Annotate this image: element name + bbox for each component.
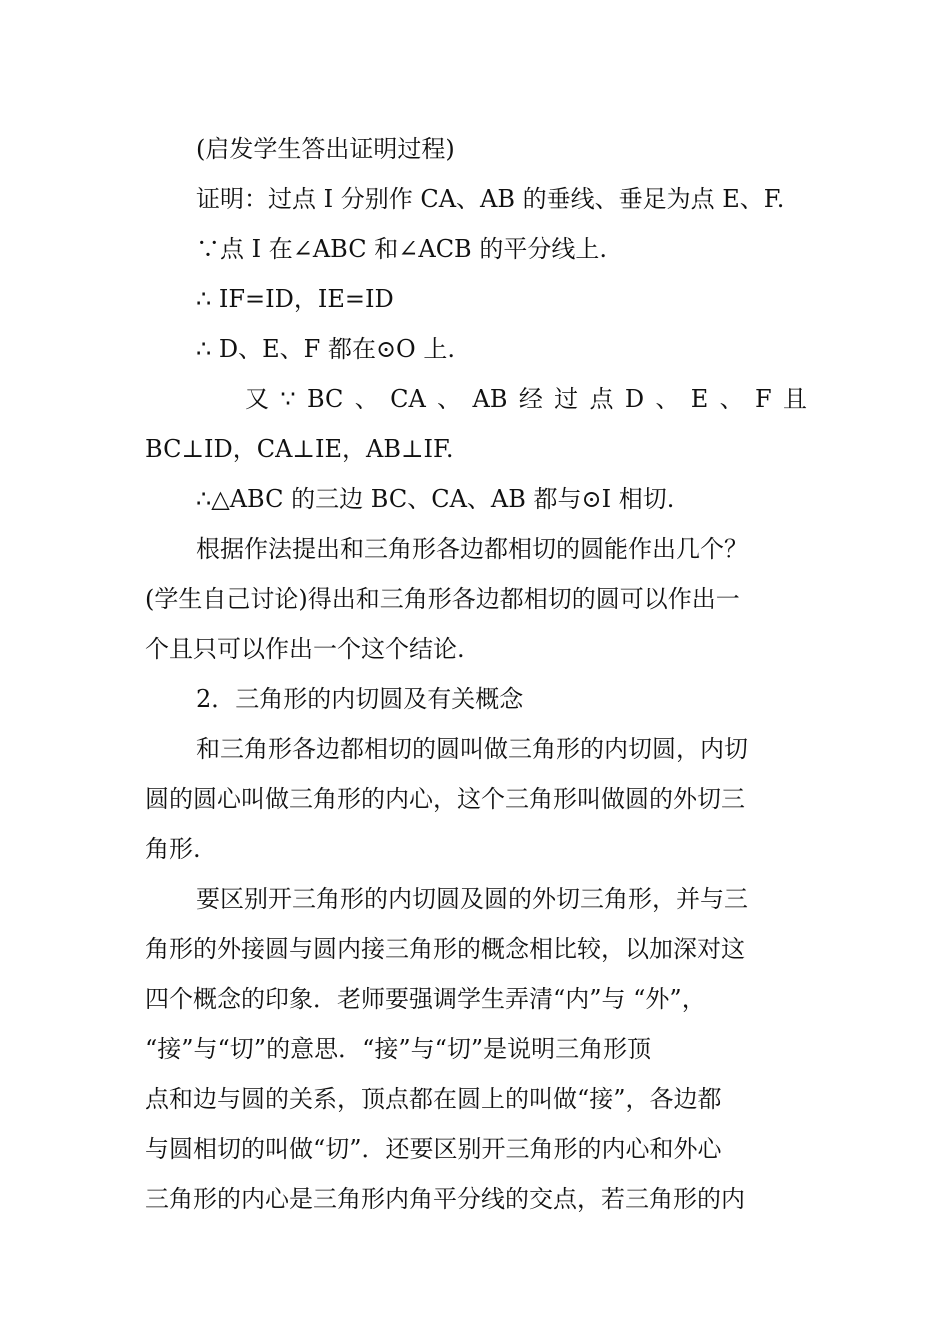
- note-line-3: 四个概念的印象．老师要强调学生弄清“内”与 “外”，: [145, 985, 706, 1013]
- token: 点: [589, 385, 614, 413]
- token: BC: [306, 385, 344, 413]
- token: 且: [783, 385, 807, 413]
- discussion-line-3: 个且只可以作出一个这个结论.: [145, 635, 465, 663]
- definition-line-1: 和三角形各边都相切的圆叫做三角形的内切圆，内切: [196, 735, 748, 763]
- note-line-7: 三角形的内心是三角形内角平分线的交点，若三角形的内: [145, 1185, 745, 1213]
- proof-line-3: ∴ IF=ID，IE=ID: [196, 285, 394, 313]
- section-heading: 2．三角形的内切圆及有关概念: [196, 685, 524, 713]
- token: D: [624, 385, 645, 413]
- token: 、: [719, 385, 744, 413]
- token: 经: [518, 385, 543, 413]
- token: 、: [437, 385, 462, 413]
- token: F: [755, 385, 772, 413]
- token: ∵: [280, 385, 296, 413]
- definition-line-3: 角形.: [145, 835, 201, 863]
- note-line-5: 点和边与圆的关系，顶点都在圆上的叫做“接”，各边都: [145, 1085, 722, 1113]
- token: CA: [390, 385, 426, 413]
- proof-conclusion: ∴△ABC 的三边 BC、CA、AB 都与⊙I 相切.: [196, 485, 675, 513]
- proof-line-5-spread: [245, 381, 807, 417]
- definition-line-2: 圆的圆心叫做三角形的内心，这个三角形叫做圆的外切三: [145, 785, 745, 813]
- proof-line-4: ∴ D、E、F 都在⊙O 上.: [196, 335, 455, 363]
- note-line-6: 与圆相切的叫做“切”．还要区别开三角形的内心和外心: [145, 1135, 722, 1163]
- token: 过: [554, 385, 579, 413]
- proof-line-1: 证明：过点 I 分别作 CA、AB 的垂线、垂足为点 E、F.: [196, 185, 785, 213]
- token: AB: [472, 385, 508, 413]
- token: 又: [245, 385, 269, 413]
- note-line-1: 要区别开三角形的内切圆及圆的外切三角形，并与三: [196, 885, 748, 913]
- token: 、: [655, 385, 680, 413]
- discussion-line-1: 根据作法提出和三角形各边都相切的圆能作出几个？: [196, 535, 748, 563]
- note-line-2: 角形的外接圆与圆内接三角形的概念相比较，以加深对这: [145, 935, 745, 963]
- hint-line: (启发学生答出证明过程): [196, 135, 455, 163]
- proof-line-2: ∵点 I 在∠ABC 和∠ACB 的平分线上.: [196, 235, 607, 263]
- note-line-4: “接”与“切”的意思．“接”与“切”是说明三角形顶: [145, 1035, 652, 1063]
- discussion-line-2: (学生自己讨论)得出和三角形各边都相切的圆可以作出一: [145, 585, 740, 613]
- proof-line-5-cont: BC⊥ID，CA⊥IE，AB⊥IF.: [145, 435, 454, 463]
- token: E: [690, 385, 709, 413]
- token: 、: [354, 385, 379, 413]
